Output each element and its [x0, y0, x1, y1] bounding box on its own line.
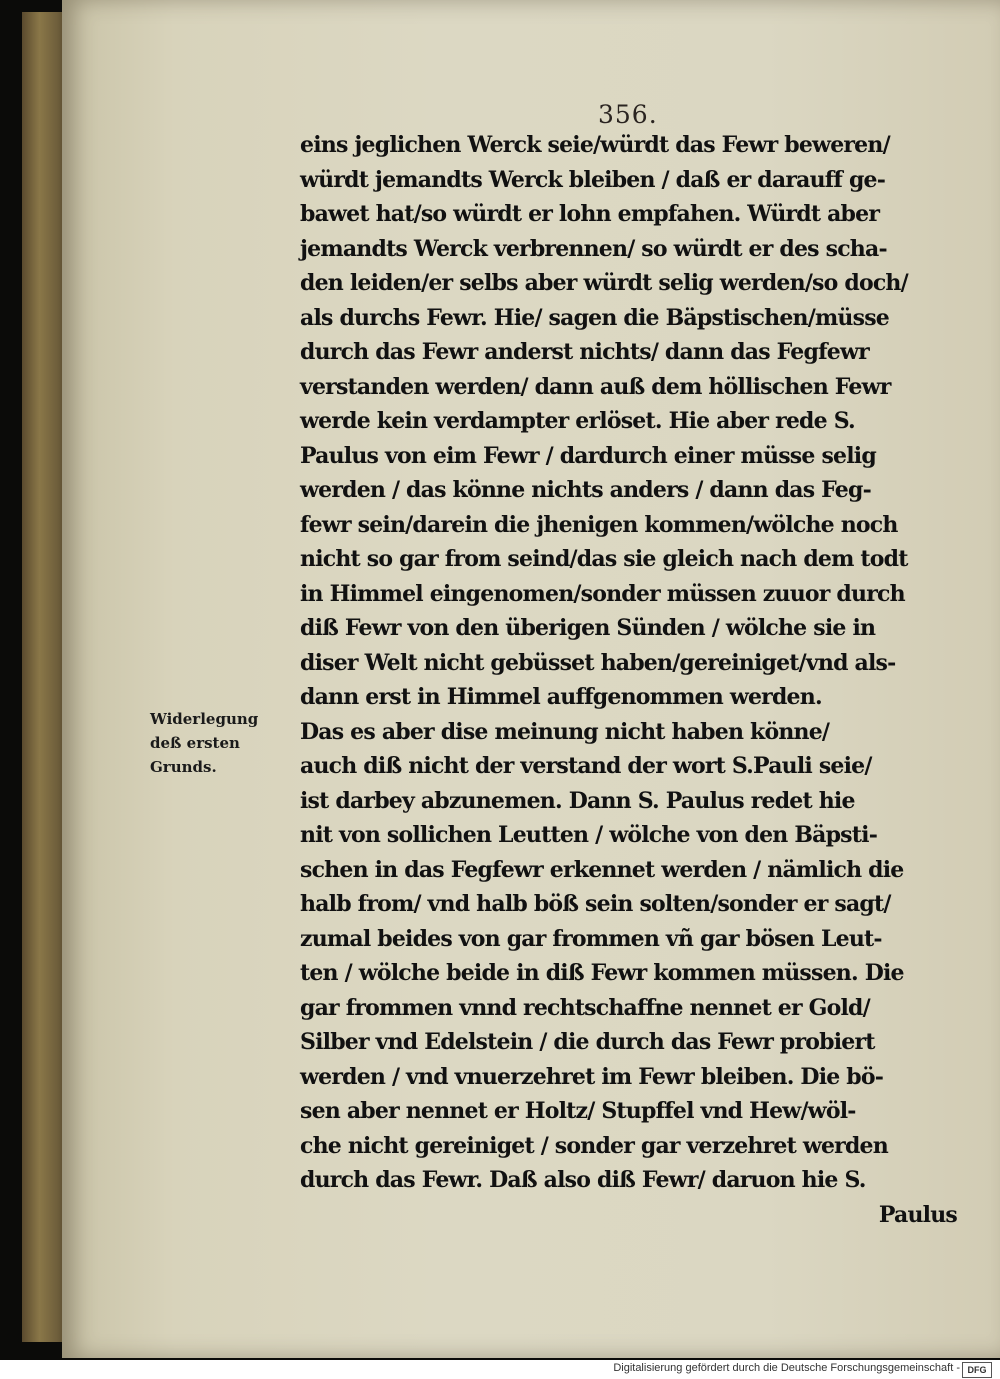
text-line: Silber vnd Edelstein / die durch das Fewr probiert	[300, 1029, 875, 1055]
text-line: nit von sollichen Leutten / wölche von den Bäpsti-	[300, 822, 878, 848]
text-line: fewr sein/darein die jhenigen kommen/wölche noch	[300, 511, 898, 538]
text-line: sen aber nennet er Holtz/ Stupffel vnd Hew/wöl-	[300, 1098, 856, 1124]
text-line: che nicht gereiniget / sonder gar verzehret werden	[300, 1132, 888, 1159]
text-line: zumal beides von gar frommen vñ gar bösen Leut-	[300, 925, 882, 952]
text-line: diser Welt nicht gebüsset haben/gereiniget/vnd als-	[300, 649, 896, 676]
text-line: als durchs Fewr. Hie/ sagen die Bäpstischen/müsse	[300, 304, 889, 331]
text-line: dann erst in Himmel auffgenommen werden.	[300, 684, 822, 710]
text-line: würdt jemandts Werck bleiben / daß er darauff ge-	[300, 166, 886, 193]
text-line: bawet hat/so würdt er lohn empfahen. Würdt aber	[300, 201, 880, 227]
text-line: durch das Fewr anderst nichts/ dann das Fegfewr	[300, 339, 869, 365]
text-line: werde kein verdampter erlöset. Hie aber rede S.	[300, 408, 855, 434]
text-line: eins jeglichen Werck seie/würdt das Fewr beweren/	[300, 132, 890, 158]
text-line: ist darbey abzunemen. Dann S. Paulus redet hie	[300, 787, 855, 814]
text-line: halb from/ vnd halb böß sein solten/sonder er sagt/	[300, 891, 891, 917]
catchword: Paulus	[878, 1201, 957, 1228]
text-line: jemandts Werck verbrennen/ so würdt er des scha-	[300, 235, 887, 262]
text-line: diß Fewr von den überigen Sünden / wölche sie in	[300, 615, 876, 641]
text-line: Paulus von eim Fewr / dardurch einer müsse selig	[300, 442, 876, 469]
text-line: gar frommen vnnd rechtschaffne nennet er Gold/	[300, 994, 870, 1021]
text-line: ten / wölche beide in diß Fewr kommen müssen. Die	[300, 960, 904, 986]
funding-credit: Digitalisierung gefördert durch die Deutsche Forschungsgemeinschaft -	[613, 1362, 960, 1374]
margin-note	[150, 707, 295, 779]
margin-note-line: Grunds.	[150, 758, 217, 776]
text-line: werden / das könne nichts anders / dann das Feg-	[300, 477, 871, 503]
dfg-logo-icon: DFG	[962, 1362, 992, 1378]
page-number: 356.	[598, 100, 658, 129]
text-line: verstanden werden/ dann auß dem höllischen Fewr	[300, 373, 891, 400]
text-line: den leiden/er selbs aber würdt selig werden/so doch/	[300, 270, 908, 296]
footer-bar	[0, 1360, 1000, 1379]
text-line: werden / vnd vnuerzehret im Fewr bleiben. Die bö-	[300, 1063, 884, 1090]
text-line: schen in das Fegfewr erkennet werden / nämlich die	[300, 856, 904, 883]
margin-note-line: Widerlegung	[150, 710, 259, 728]
margin-note-line: deß ersten	[150, 734, 240, 752]
text-line: nicht so gar from seind/das sie gleich nach dem todt	[300, 546, 908, 572]
text-line: Das es aber dise meinung nicht haben könne/	[300, 718, 830, 745]
text-line: durch das Fewr. Daß also diß Fewr/ daruon hie S.	[300, 1167, 866, 1193]
body-text	[300, 128, 965, 1232]
text-line: auch diß nicht der verstand der wort S.Pauli seie/	[300, 753, 872, 779]
text-line: in Himmel eingenomen/sonder müssen zuuor durch	[300, 580, 905, 607]
